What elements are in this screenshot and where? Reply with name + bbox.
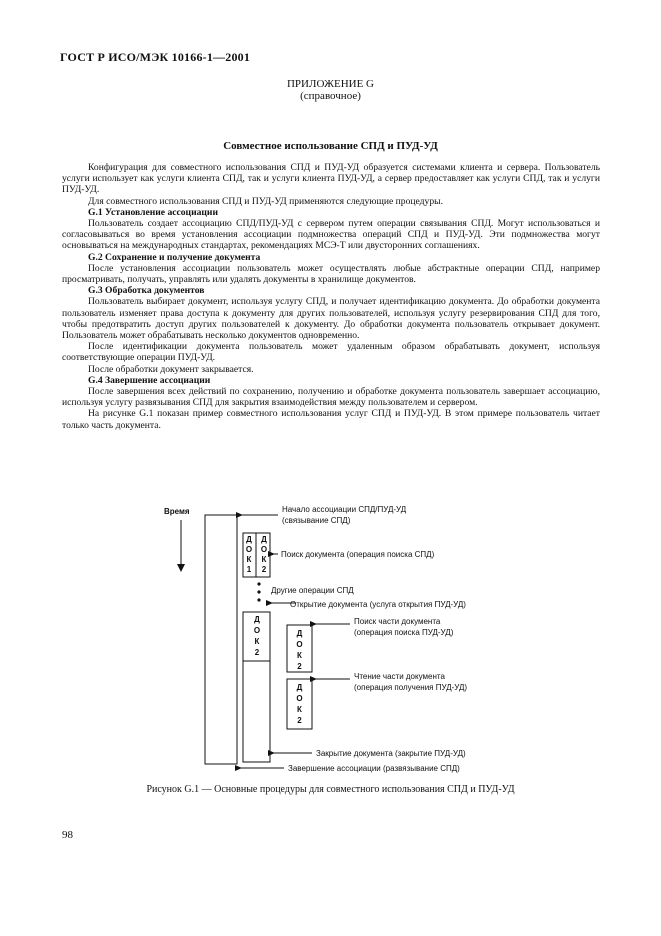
appendix-type: (справочное) — [300, 90, 361, 102]
label-assoc-start-sub: (связывание СПД) — [282, 516, 351, 525]
paragraph: После обработки документ закрывается. — [88, 363, 254, 375]
dok-letter: К — [246, 555, 252, 564]
paragraph: Для совместного использования СПД и ПУД-УД применяются следующие процедуры. — [88, 195, 443, 207]
ellipsis-dot — [257, 598, 260, 601]
label-read-part-sub: (операция получения ПУД-УД) — [354, 683, 468, 692]
ellipsis-dot — [257, 582, 260, 585]
label-open-doc: Открытие документа (услуга открытия ПУД-УД) — [290, 600, 466, 609]
dok-letter: К — [254, 637, 260, 646]
appendix-label: ПРИЛОЖЕНИЕ G — [286, 78, 374, 90]
dok-letter: Д — [296, 629, 303, 638]
label-assoc-start: Начало ассоциации СПД/ПУД-УД — [282, 505, 407, 514]
association-bar — [205, 515, 237, 764]
subsection-heading: G.1 Установление ассоциации — [88, 206, 218, 218]
ellipsis-dot — [257, 590, 260, 593]
dok-letter: О — [296, 694, 303, 703]
label-read-part: Чтение части документа — [354, 672, 445, 681]
dok-letter: К — [297, 705, 302, 714]
dok-number: 2 — [254, 648, 260, 657]
figure-caption: Рисунок G.1 — Основные процедуры для совместного использования СПД и ПУД-УД — [146, 784, 515, 795]
dok-letter: Д — [246, 535, 252, 544]
section-title: Совместное использование СПД и ПУД-УД — [223, 140, 438, 152]
subsection-heading: G.2 Сохранение и получение документа — [88, 251, 261, 263]
paragraph: Конфигурация для совместного использования СПД и ПУД-УД образуется системами клиента и сервера. Пользователь услуги использует как услуги клиента СПД, так и услуги клиента ПУД-УД, а сервер предоставляет как услуги СПД, так и услуги ПУД-УД. — [62, 162, 600, 196]
dok-letter: О — [260, 545, 268, 554]
label-assoc-end: Завершение ассоциации (развязывание СПД) — [288, 764, 460, 773]
dok-letter: К — [297, 651, 302, 660]
dok-number: 2 — [297, 662, 302, 671]
paragraph: На рисунке G.1 показан пример совместного использования услуг СПД и ПУД-УД. В этом примере пользователь читает только часть документа. — [62, 408, 600, 431]
document-header: ГОСТ Р ИСО/МЭК 10166-1—2001 — [60, 50, 251, 64]
label-search-part-sub: (операция поиска ПУД-УД) — [354, 628, 454, 637]
paragraph: После завершения всех действий по сохранению, получению и обработке документа пользователь завершает ассоциацию, используя услугу развязывания СПД для закрытия взаимодействия между пользователем и сервером. — [62, 386, 600, 409]
paragraph: После установления ассоциации пользователь может осуществлять любые абстрактные операции СПД, например просматривать, получать, управлять или удалять документы в хранилище документов. — [62, 262, 600, 286]
label-search-part: Поиск части документа — [354, 617, 441, 626]
dok-number: 2 — [261, 565, 267, 574]
paragraph: Пользователь создает ассоциацию СПД/ПУД-УД с сервером путем операции связывания СПД. Могут использоваться и согласовываться во время установления ассоциации подмножества операций СПД и ПУД-УД. Эти подмножества могут основываться на международных стандартах, рекомендациях МСЭ-Т или двусторонних соглашениях. — [62, 218, 600, 252]
dok-letter: Д — [254, 615, 260, 624]
dok-number: 1 — [246, 565, 252, 574]
dok-letter: О — [253, 626, 261, 635]
dok-letter: Д — [261, 535, 267, 544]
time-arrowhead — [177, 564, 185, 572]
page-number: 98 — [62, 829, 73, 841]
paragraph: Пользователь выбирает документ, используя услугу СПД, и получает идентификацию документа. До обработки документа пользователь изменяет права доступа к документу для других пользователей, используя услугу резервирования СПД для того, чтобы предотвратить доступ других пользователей к документу. До обработки документа пользователь открывает документ. Пользователь может обрабатывать несколько документов одновременно. — [62, 296, 600, 342]
label-close-doc: Закрытие документа (закрытие ПУД-УД) — [316, 749, 466, 758]
dok-number: 2 — [297, 716, 302, 725]
paragraph: После идентификации документа пользователь может удаленным образом обрабатывать документ, используя соответствующие операции ПУД-УД. — [62, 341, 600, 364]
label-other-ops: Другие операции СПД — [271, 586, 354, 595]
dok-letter: Д — [296, 683, 303, 692]
subsection-heading: G.3 Обработка документов — [88, 285, 205, 297]
dok-letter: К — [261, 555, 267, 564]
dok-letter: О — [245, 545, 253, 554]
time-label: Время — [164, 507, 190, 516]
dok-letter: О — [296, 640, 303, 649]
label-search-doc: Поиск документа (операция поиска СПД) — [281, 550, 435, 559]
subsection-heading: G.4 Завершение ассоциации — [88, 374, 211, 386]
